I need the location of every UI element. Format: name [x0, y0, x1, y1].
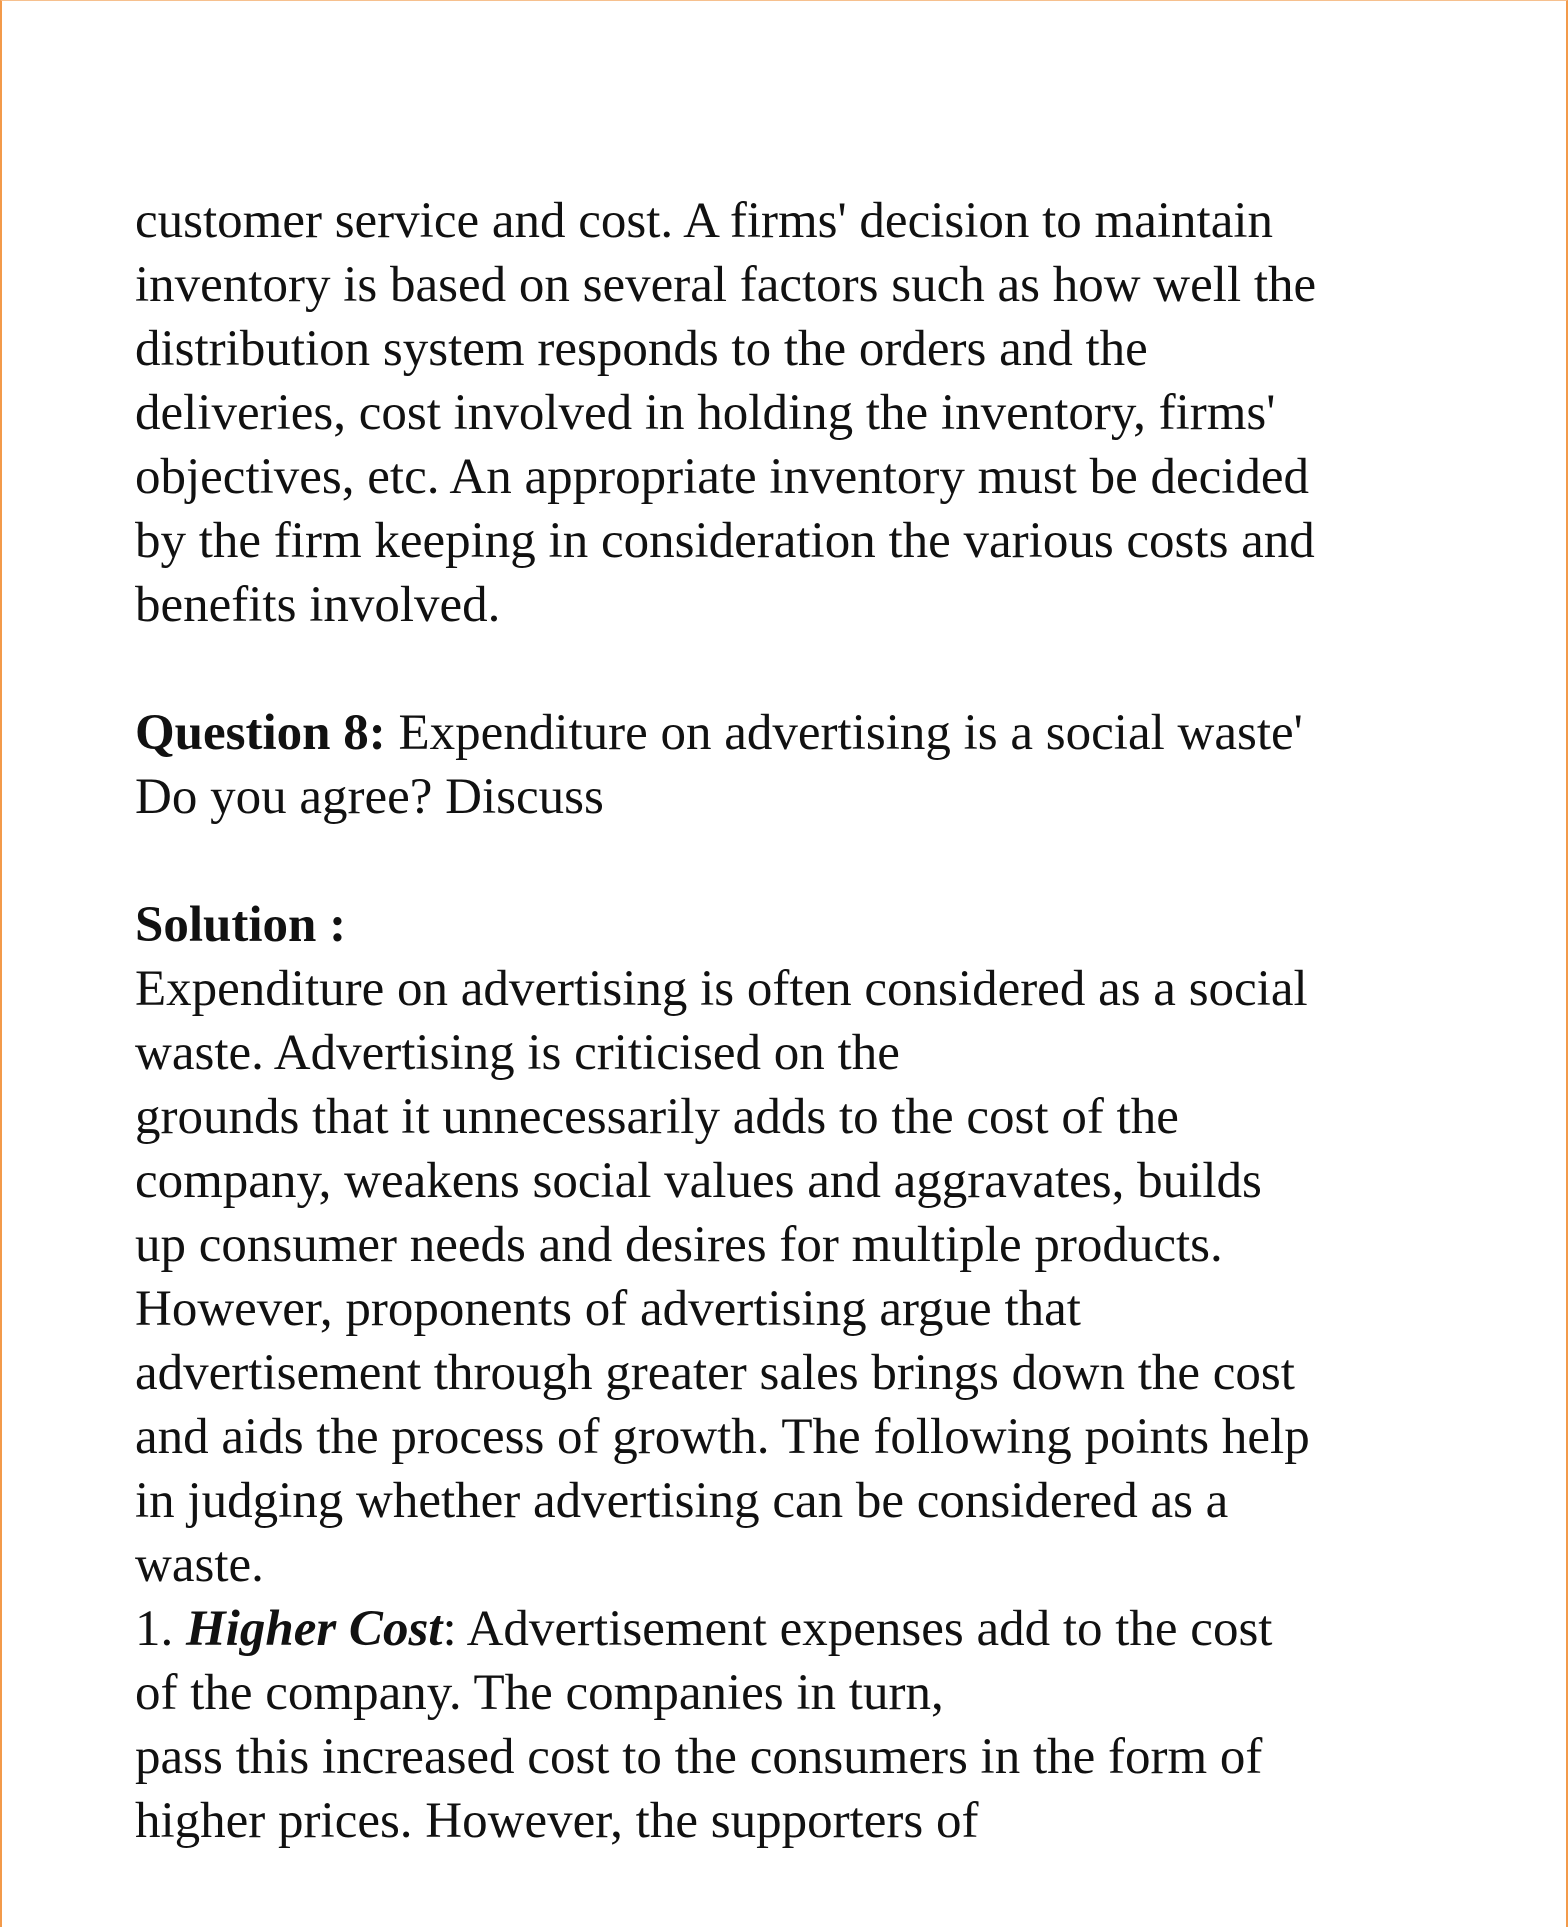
solution-line: grounds that it unnecessarily adds to the cost of the: [135, 1089, 1179, 1145]
point-1-line: pass this increased cost to the consumers in the form of: [135, 1729, 1263, 1785]
intro-line: deliveries, cost involved in holding the inventory, firms': [135, 385, 1276, 441]
solution-line: waste. Advertising is criticised on the: [135, 1025, 900, 1081]
intro-line: objectives, etc. An appropriate inventory must be decided: [135, 449, 1310, 505]
intro-line: inventory is based on several factors such as how well the: [135, 257, 1317, 313]
question-line-2: Do you agree? Discuss: [135, 769, 604, 825]
solution-line: waste.: [135, 1537, 264, 1593]
solution-line: and aids the process of growth. The following points help: [135, 1409, 1310, 1465]
question-line-1: [135, 701, 1475, 765]
intro-line: customer service and cost. A firms' decision to maintain: [135, 193, 1274, 249]
point-1-line: of the company. The companies in turn,: [135, 1665, 944, 1721]
question-text: Expenditure on advertising is a social waste': [385, 705, 1303, 761]
intro-line: by the firm keeping in consideration the various costs and: [135, 513, 1315, 569]
intro-line: benefits involved.: [135, 577, 501, 633]
solution-line: up consumer needs and desires for multiple products.: [135, 1217, 1223, 1273]
paragraph-gap: [135, 829, 1475, 893]
question-label: Question 8:: [135, 705, 386, 761]
point-1-number: 1.: [135, 1601, 186, 1657]
solution-line: in judging whether advertising can be considered as a: [135, 1473, 1229, 1529]
point-1-title: Higher Cost: [186, 1601, 443, 1657]
paragraph-gap: [135, 637, 1475, 701]
solution-line: advertisement through greater sales brings down the cost: [135, 1345, 1295, 1401]
page-content: [135, 189, 1475, 1853]
solution-line: Expenditure on advertising is often considered as a social: [135, 961, 1308, 1017]
solution-heading: Solution :: [135, 897, 347, 953]
point-1-heading-line: [135, 1597, 1475, 1661]
intro-line: distribution system responds to the orders and the: [135, 321, 1148, 377]
point-1-line: higher prices. However, the supporters of: [135, 1793, 979, 1849]
solution-line: company, weakens social values and aggravates, builds: [135, 1153, 1262, 1209]
point-1-text: : Advertisement expenses add to the cost: [442, 1601, 1273, 1657]
solution-line: However, proponents of advertising argue that: [135, 1281, 1081, 1337]
